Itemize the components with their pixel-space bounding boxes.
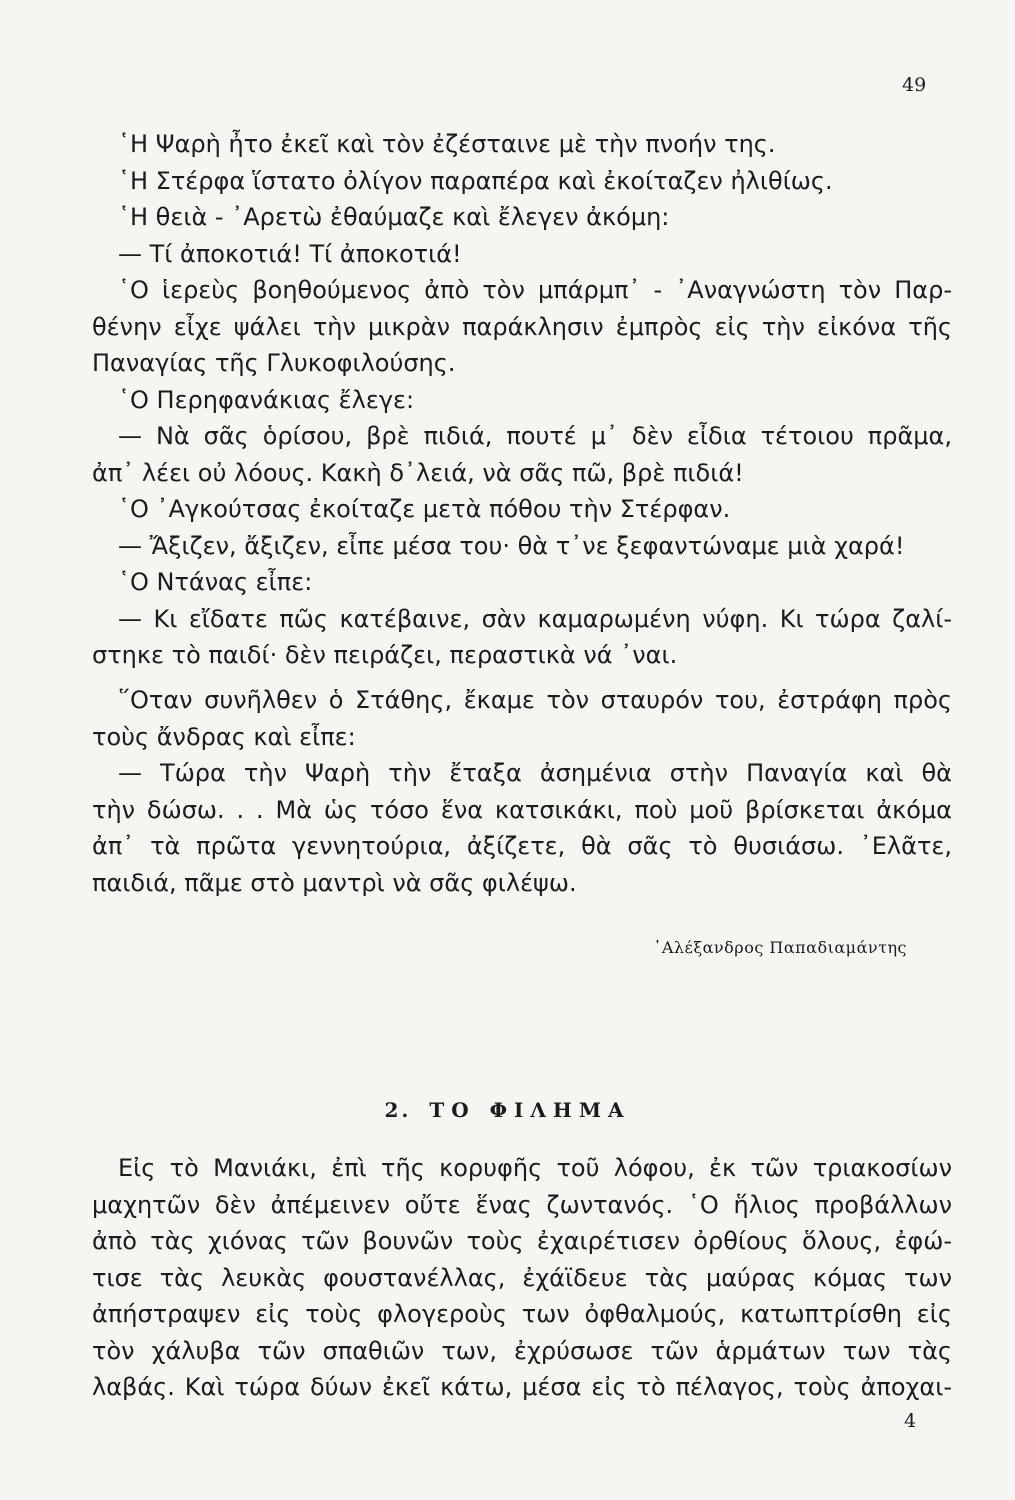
text-line: Εἰς τὸ Μανιάκι, ἐπὶ τῆς κορυφῆς τοῦ λόφου, ἐκ τῶν τριακοσίων	[118, 1154, 952, 1182]
text-block-closing	[92, 682, 952, 901]
text-line: τοὺς ἄνδρας καὶ εἶπε:	[92, 722, 356, 751]
section-title: ΤΟ ΦΙΛΗΜΑ	[429, 1098, 631, 1122]
section-number: 2.	[384, 1098, 412, 1122]
text-line: — Νὰ σᾶς ὁρίσου, βρὲ πιδιά, πουτέ μ᾿ δὲν εἶδια τέτοιου πρᾶμα,	[118, 422, 952, 450]
text-line: — Τί ἀποκοτιά! Τί ἀποκοτιά!	[118, 239, 462, 268]
text-line: ῾Ο Ντάνας εἶπε:	[118, 568, 313, 596]
text-line: ῾Ο Περηφανάκιας ἔλεγε:	[118, 385, 415, 414]
text-line: ἀπὸ τὰς χιόνας τῶν βουνῶν τοὺς ἐχαιρέτισεν ὀρθίους ὅλους, ἐφώ-	[92, 1227, 952, 1255]
signature-mark: 4	[904, 1410, 917, 1432]
text-line: ἀπ᾿ τὰ πρῶτα γεννητούρια, ἀξίζετε, θὰ σᾶς τὸ θυσιάσω. ᾿Ελᾶτε,	[92, 832, 952, 860]
text-line: — Κι εἴδατε πῶς κατέβαινε, σὰν καμαρωμένη νύφη. Κι τώρα ζαλί-	[118, 604, 952, 633]
section-heading	[0, 1098, 1015, 1122]
text-line: ἀπήστραψεν εἰς τοὺς φλογεροὺς των ὀφθαλμούς, κατωπτρίσθη εἰς	[92, 1300, 952, 1328]
text-line: ῾Η Ψαρὴ ἦτο ἐκεῖ καὶ τὸν ἐζέσταινε μὲ τὴν πνοήν της.	[118, 130, 776, 158]
text-line: — Τώρα τὴν Ψαρὴ τὴν ἔταξα ἀσημένια στὴν Παναγία καὶ θὰ	[118, 759, 952, 787]
page-number: 49	[902, 74, 927, 96]
text-block-section-2	[92, 1150, 952, 1406]
text-line: παιδιά, πᾶμε στὸ μαντρὶ νὰ σᾶς φιλέψω.	[92, 868, 577, 897]
text-line: ῾Ο ᾿Αγκούτσας ἐκοίταζε μετὰ πόθου τὴν Στέρφαν.	[118, 495, 731, 523]
text-block-dialogue	[92, 126, 952, 674]
text-line: ῾Ο ἱερεὺς βοηθούμενος ἀπὸ τὸν μπάρμπ᾿ - ᾿Αναγνώστη τὸν Παρ-	[118, 276, 952, 304]
text-line: θένην εἶχε ψάλει τὴν μικρὰν παράκλησιν ἐμπρὸς εἰς τὴν εἰκόνα τῆς	[92, 312, 952, 341]
text-line: τὸν χάλυβα τῶν σπαθιῶν των, ἐχρύσωσε τῶν ἁρμάτων των τὰς	[92, 1336, 952, 1365]
text-line: τισε τὰς λευκὰς φουστανέλλας, ἐχάϊδευε τὰς μαύρας κόμας των	[92, 1263, 952, 1292]
text-line: λαβάς. Καὶ τώρα δύων ἐκεῖ κάτω, μέσα εἰς τὸ πέλαγος, τοὺς ἀποχαι-	[92, 1373, 952, 1401]
text-line: ἀπ᾿ λέει οὐ λόους. Κακὴ δ᾿λειά, νὰ σᾶς πῶ, βρὲ πιδιά!	[92, 458, 744, 487]
author-signature: ᾿Αλέξανδρος Παπαδιαμάντης	[653, 938, 907, 957]
text-line: ῞Οταν συνῆλθεν ὁ Στάθης, ἔκαμε τὸν σταυρόν του, ἐστράφη πρὸς	[118, 686, 952, 714]
text-line: ῾Η θειὰ - ᾿Αρετὼ ἐθαύμαζε καὶ ἔλεγεν ἀκόμη:	[118, 203, 670, 231]
text-line: μαχητῶν δὲν ἀπέμεινεν οὔτε ἕνας ζωντανός. ῾Ο ἥλιος προβάλλων	[92, 1190, 952, 1219]
text-line: τὴν δώσω. . . Μὰ ὡς τόσο ἕνα κατσικάκι, ποὺ μοῦ βρίσκεται ἀκόμα	[92, 795, 952, 824]
text-line: στηκε τὸ παιδί· δὲν πειράζει, περαστικὰ νά ᾿ναι.	[92, 641, 678, 669]
text-line: Παναγίας τῆς Γλυκοφιλούσης.	[92, 349, 456, 377]
text-line: ῾Η Στέρφα ἵστατο ὀλίγον παραπέρα καὶ ἐκοίταζεν ἠλιθίως.	[118, 166, 833, 195]
text-line: — Ἄξιζεν, ἄξιζεν, εἶπε μέσα του· θὰ τ᾿νε ξεφαντώναμε μιὰ χαρά!	[118, 531, 905, 560]
